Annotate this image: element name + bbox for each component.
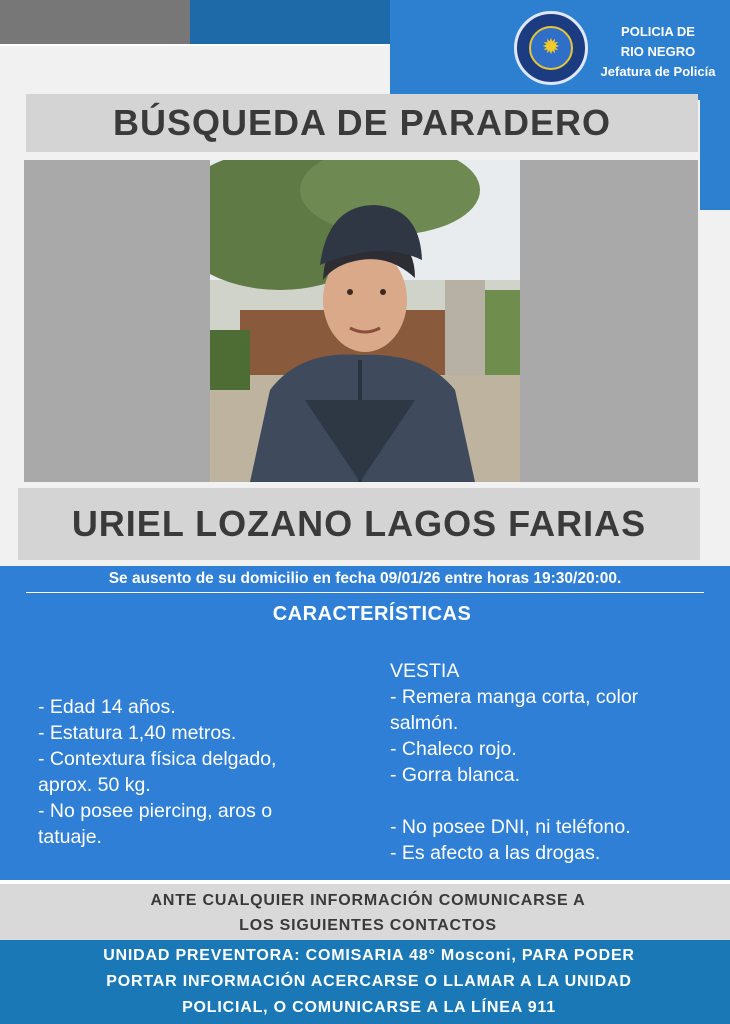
footer-line-2: PORTAR INFORMACIÓN ACERCARSE O LLAMAR A LA UNIDAD [106, 973, 632, 990]
sun-emblem-icon: ✹ [541, 35, 561, 60]
header-blue-block [190, 0, 390, 44]
absence-notice: Se ausento de su domicilio en fecha 09/01/26 entre horas 19:30/20:00. [108, 570, 622, 587]
footer-line-1: UNIDAD PREVENTORA: COMISARIA 48° Mosconi, PARA PODER [103, 947, 635, 964]
clothing-line: - Remera manga corta, color [390, 686, 639, 708]
header-divider [0, 44, 390, 46]
photo-side-panel-right [520, 160, 698, 482]
contact-notice [0, 888, 730, 938]
police-logo [514, 11, 588, 85]
agency-line-1: POLICIA DE [621, 24, 695, 39]
physical-line: - Contextura física delgado, [38, 748, 277, 770]
clothing-line: - Chaleco rojo. [390, 738, 517, 760]
person-name: URIEL LOZANO LAGOS FARIAS [71, 503, 647, 544]
footer-contact-info [0, 943, 730, 1021]
list-gap [390, 788, 710, 814]
characteristics-heading: CARACTERÍSTICAS [272, 603, 472, 625]
physical-line: tatuaje. [38, 826, 102, 848]
person-photo-illustration [210, 160, 520, 482]
physical-characteristics [38, 694, 358, 850]
agency-line-3: Jefatura de Policía [600, 64, 716, 79]
missing-person-photo [210, 160, 520, 482]
clothing-heading: VESTIA [390, 660, 460, 682]
logo-emblem [529, 26, 573, 70]
side-blue-strip [700, 100, 730, 210]
photo-side-panel-left [24, 160, 210, 482]
agency-line-2: RIO NEGRO [620, 44, 696, 59]
clothing-description [390, 658, 710, 866]
panel-divider [26, 592, 704, 593]
physical-line: - No posee piercing, aros o [38, 800, 273, 822]
poster-title: BÚSQUEDA DE PARADERO [112, 102, 612, 143]
physical-line: - Edad 14 años. [38, 696, 176, 718]
footer-line-3: POLICIAL, O COMUNICARSE A LA LÍNEA 911 [182, 999, 556, 1016]
clothing-line: - Gorra blanca. [390, 764, 521, 786]
agency-name [592, 22, 724, 82]
clothing-line: salmón. [390, 712, 459, 734]
contact-line-1: ANTE CUALQUIER INFORMACIÓN COMUNICARSE A [150, 892, 586, 909]
physical-line: aprox. 50 kg. [38, 774, 151, 796]
header-gray-block [0, 0, 190, 44]
physical-line: - Estatura 1,40 metros. [38, 722, 237, 744]
contact-line-2: LOS SIGUIENTES CONTACTOS [239, 917, 497, 934]
other-info-line: - Es afecto a las drogas. [390, 842, 601, 864]
other-info-line: - No posee DNI, ni teléfono. [390, 816, 631, 838]
